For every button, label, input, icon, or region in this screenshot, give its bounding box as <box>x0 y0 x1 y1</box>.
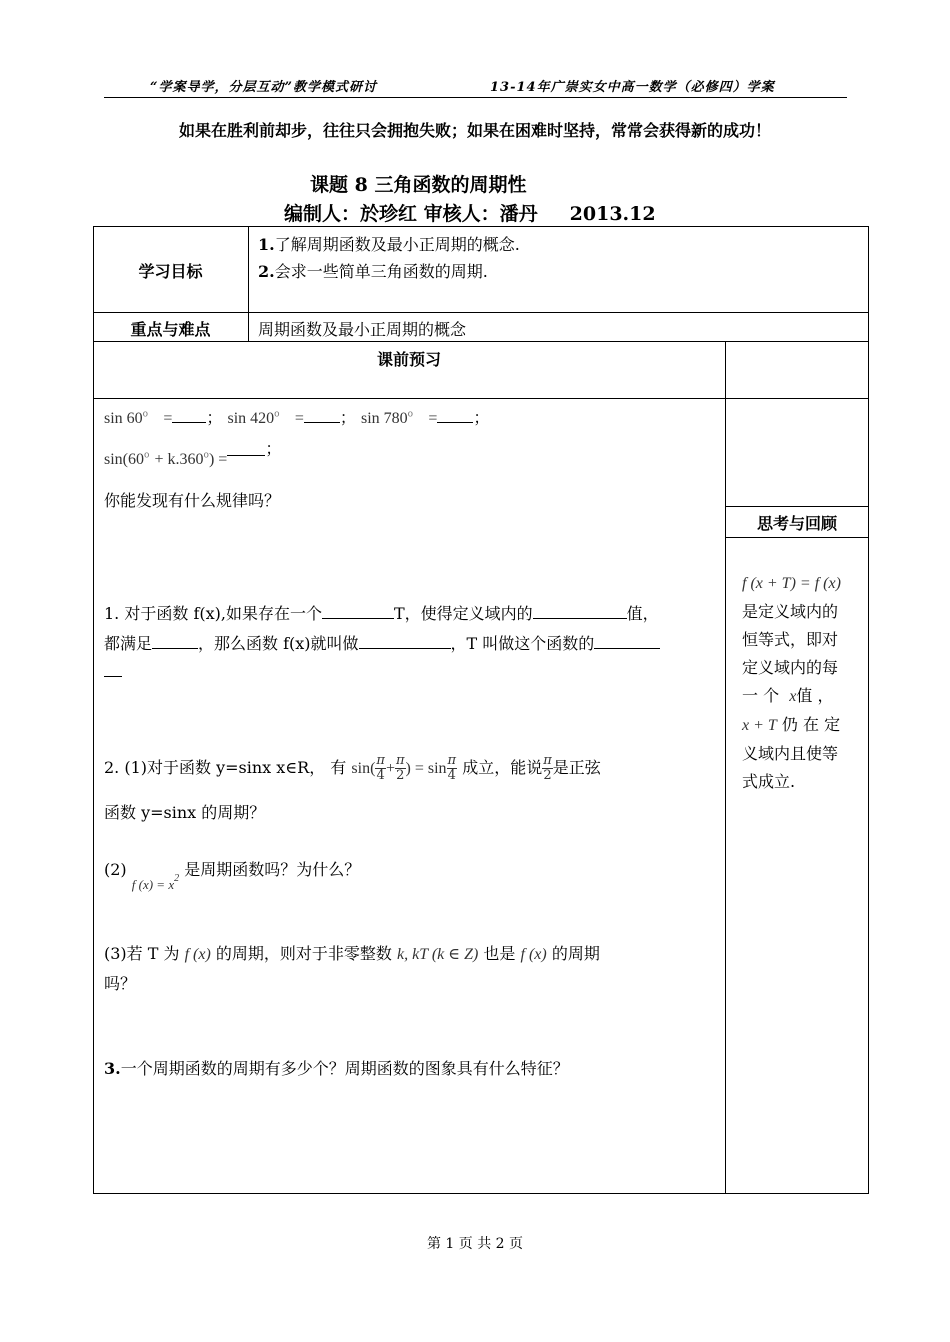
q1-text-b: T，使得定义域内的 <box>393 604 533 623</box>
key-label: 重点与难点 <box>130 320 211 339</box>
sidebar-line-3: 定义域内的每 <box>742 658 839 677</box>
q3-num: 3. <box>104 1059 121 1078</box>
q2-c-kT: k, kT (k ∈ Z) <box>397 946 479 963</box>
sin780-expr: sin 780 <box>361 410 408 427</box>
q1-text-e: ，那么函数 f(x)就叫做 <box>198 634 359 653</box>
blank-sin60[interactable] <box>172 408 206 423</box>
think-label: 思考与回顾 <box>756 514 837 533</box>
equals-sign: = <box>294 410 304 427</box>
q2-expr-rhs: ) = sin <box>405 760 447 777</box>
q3-text: 一个周期函数的周期有多少个？周期函数的图象具有什么特征？ <box>120 1059 569 1078</box>
sin-general-b: + k.360 <box>154 451 204 468</box>
q2-text-b: 成立，能说 <box>462 758 543 777</box>
q2-part-3 <box>104 941 600 964</box>
plus-sign: + <box>385 760 395 777</box>
q2-b-expr: f (x) = x <box>131 877 175 892</box>
page-footer: 第 1 页 共 2 页 <box>426 1236 524 1252</box>
preview-line-2: $\sin(60^o + k.360^o)$ =； <box>104 439 282 468</box>
goal-1-text: 了解周期函数及最小正周期的概念. <box>274 235 520 254</box>
reviewer: 审核人：潘丹 <box>423 203 538 225</box>
semicolon: ； <box>265 439 282 458</box>
q2-expr-sin: sin( <box>351 760 376 777</box>
q2-line-1 <box>104 754 601 783</box>
q1-text-f: ，T 叫做这个函数的 <box>450 634 595 653</box>
sin420-expr: sin 420 <box>227 410 275 427</box>
blank-q1-e[interactable] <box>594 634 660 649</box>
semicolon: ； <box>339 408 356 427</box>
sidebar-line-5: x + T 仍 在 定 <box>742 715 841 734</box>
q2-c-text-c: 也是 <box>483 944 516 963</box>
blank-q1-b[interactable] <box>533 604 627 619</box>
sidebar-line-4: 一 个 x值 ， <box>742 686 834 705</box>
q1-line-1 <box>104 601 659 624</box>
goal-2-text: 会求一些简单三角函数的周期. <box>274 262 488 281</box>
q2-c-text-a: (3)若 T 为 <box>104 944 180 963</box>
motto: 如果在胜利前却步，往往只会拥抱失败；如果在困难时坚持，常常会获得新的成功！ <box>178 121 771 140</box>
blank-sin420[interactable] <box>304 408 340 423</box>
q2-b-text: 是周期函数吗？为什么？ <box>184 860 361 879</box>
q1-text-d: 都满足 <box>104 634 153 653</box>
blank-q1-d[interactable] <box>359 634 451 649</box>
sidebar-line-6: 义域内且使等 <box>742 744 839 763</box>
equals-sign: = <box>163 410 173 427</box>
blank-q1-c[interactable] <box>152 634 198 649</box>
q2-part-3-end: 吗？ <box>104 974 137 993</box>
preview-line-1: sin 60$^o$ = ； sin 420$^o$ = ； sin 780$^o$ = ； <box>104 408 490 427</box>
key-text: 周期函数及最小正周期的概念 <box>258 320 467 339</box>
header-left-text: “学案导学，分层互动”教学模式研讨 <box>150 80 377 95</box>
semicolon: ； <box>206 408 223 427</box>
q2-c-text-b: 的周期，则对于非零整数 <box>215 944 392 963</box>
fraction-pi-2: $\frac{\pi}{2}$ <box>395 753 405 783</box>
sidebar-note <box>742 570 860 796</box>
q2-line-2: 函数 y=sinx 的周期？ <box>104 803 266 822</box>
authors-line <box>284 199 656 226</box>
q1-text-c: 值， <box>626 604 659 623</box>
q1-line-2 <box>104 631 660 654</box>
q2-c-fx-2: f (x) <box>520 946 547 963</box>
q3 <box>104 1056 569 1079</box>
sidebar-line-1: 是定义域内的 <box>742 602 839 621</box>
goal-1 <box>258 232 520 255</box>
goals-label: 学习目标 <box>138 262 203 281</box>
sin-general-a: sin(60 <box>104 451 144 468</box>
preview-question: 你能发现有什么规律吗？ <box>104 491 281 510</box>
equals-sign: = <box>428 410 438 427</box>
goal-2-num: 2. <box>258 262 275 281</box>
sin-general-c: ) = <box>208 451 228 468</box>
header-divider <box>104 97 847 98</box>
blank-q1-a[interactable] <box>322 604 394 619</box>
page-title: 课题 8 三角函数的周期性 <box>310 174 527 196</box>
fraction-pi-4: $\frac{\pi}{4}$ <box>376 753 385 783</box>
goal-2 <box>258 259 488 282</box>
preview-label: 课前预习 <box>376 350 441 369</box>
q2-c-fx: f (x) <box>184 946 211 963</box>
blank-q1-e-cont[interactable] <box>104 676 122 677</box>
q2-c-text-d: 的周期 <box>551 944 600 963</box>
q2-b-label: (2) <box>104 860 127 879</box>
sidebar-formula: f (x + T) = f (x) <box>742 575 841 592</box>
sin60-expr: sin 60 <box>104 410 143 427</box>
date: 2013.12 <box>569 203 656 225</box>
header-right-text: 13-14年广崇实女中高一数学（必修四）学案 <box>490 80 775 95</box>
semicolon: ； <box>473 408 490 427</box>
blank-sin780[interactable] <box>437 408 473 423</box>
fraction-pi-2-b: $\frac{\pi}{2}$ <box>543 753 552 783</box>
q2-text-a: 2. (1)对于函数 y=sinx x∈R， 有 <box>104 758 347 777</box>
sidebar-line-2: 恒等式，即对 <box>742 630 839 649</box>
fraction-pi-4-rhs: $\frac{\pi}{4}$ <box>447 753 457 783</box>
q1-text-a: 1. 对于函数 f(x),如果存在一个 <box>104 604 322 623</box>
sidebar-line-7: 式成立. <box>742 772 796 791</box>
q2-text-c: 是正弦 <box>552 758 601 777</box>
q2-part-2 <box>104 857 361 892</box>
goal-1-num: 1. <box>258 235 275 254</box>
compiler: 编制人：於珍红 <box>284 203 418 225</box>
blank-sin-general[interactable] <box>227 441 265 456</box>
q2-b-exp: 2 <box>174 873 180 884</box>
